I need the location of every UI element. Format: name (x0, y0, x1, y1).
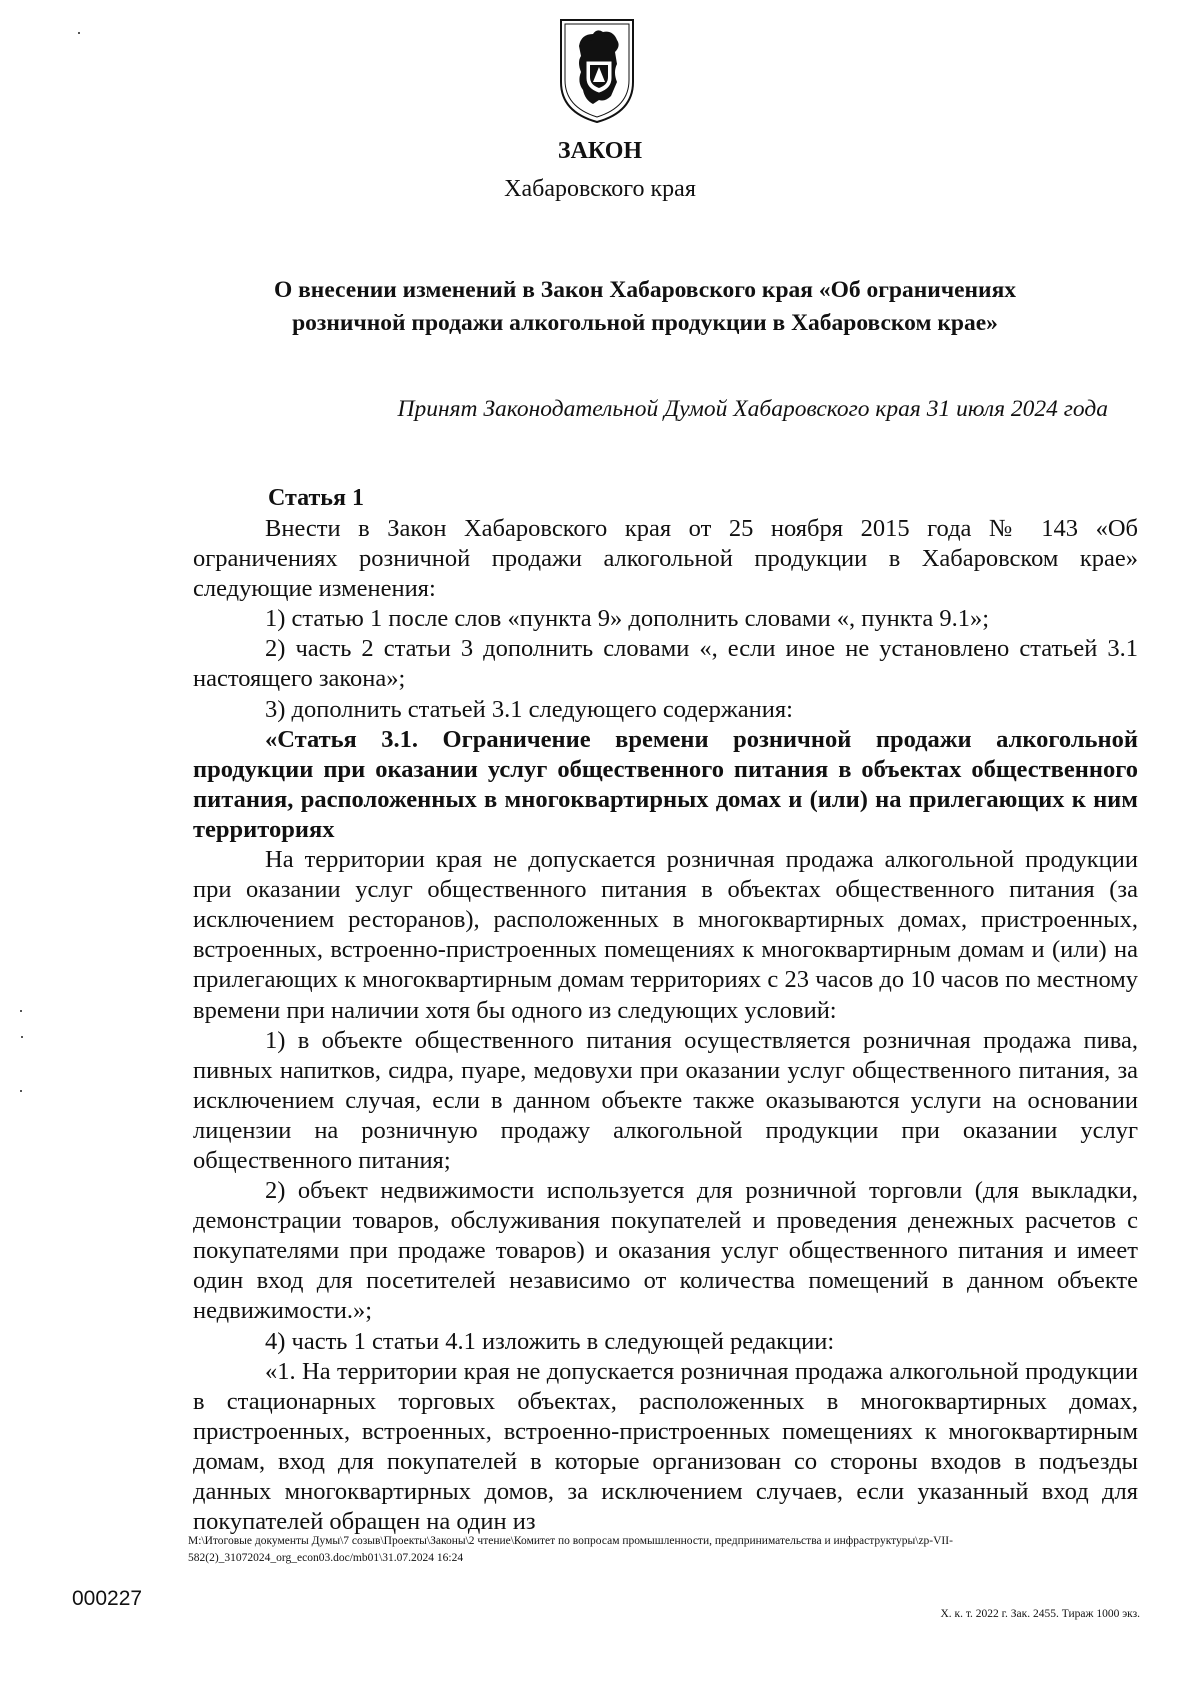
coat-of-arms-icon (557, 16, 637, 124)
article-body (193, 514, 1138, 1537)
new-article-heading: «Статья 3.1. Ограничение времени розничной продажи алкогольной продукции при оказании услуг общественного питания в объектах общественного питания, расположенных в многоквартирных домах и (или) на прилегающих к ним территориях (193, 725, 1138, 843)
scan-speck (78, 32, 80, 34)
paragraph: 1) в объекте общественного питания осуществляется розничная продажа пива, пивных напитков, сидра, пуаре, медовухи при оказании услуг общественного питания, за исключением случая, если в данном объекте также оказываются услуги на основании лицензии на розничную продажу алкогольной продукции при оказании услуг общественного питания; (193, 1026, 1138, 1174)
scan-speck (20, 1090, 22, 1092)
law-region: Хабаровского края (504, 176, 696, 202)
document-number: 000227 (72, 1587, 143, 1610)
print-info: Х. к. т. 2022 г. Зак. 2455. Тираж 1000 экз. (940, 1608, 1140, 1620)
adoption-statement: Принят Законодательной Думой Хабаровского края 31 июля 2024 года (397, 396, 1108, 422)
paragraph: 3) дополнить статьей 3.1 следующего содержания: (265, 695, 793, 723)
paragraph: 2) объект недвижимости используется для розничной торговли (для выкладки, демонстрации товаров, обслуживания покупателей и проведения денежных расчетов с покупателями при продаже товаров) и оказания услуг общественного питания и имеет один вход для посетителей независимо от количества помещений в данном объекте недвижимости.»; (193, 1177, 1138, 1325)
law-name: О внесении изменений в Закон Хабаровского края «Об ограничениях розничной продажи алкогольной продукции в Хабаровском крае» (273, 277, 1017, 336)
paragraph: 1) статью 1 после слов «пункта 9» дополнить словами «, пункта 9.1»; (265, 605, 990, 633)
paragraph: Внести в Закон Хабаровского края от 25 ноября 2015 года № 143 «Об ограничениях розничной продажи алкогольной продукции в Хабаровском крае» следующие изменения: (193, 515, 1138, 603)
scan-speck (20, 1010, 22, 1012)
paragraph: 4) часть 1 статьи 4.1 изложить в следующей редакции: (265, 1327, 835, 1355)
law-title: ЗАКОН (557, 138, 643, 164)
scan-speck (21, 1036, 23, 1038)
paragraph: «1. На территории края не допускается розничная продажа алкогольной продукции в стационарных торговых объектах, расположенных в многоквартирных домах, пристроенных, встроенных, встроенно-пристроенных помещениях к многоквартирным домам, вход для покупателей в которые организован со стороны входов в подъезды данных многоквартирных домов, за исключением случаев, если указанный вход для покупателей обращен на один из (193, 1357, 1138, 1536)
file-path-footer: M:\Итоговые документы Думы\7 созыв\Проекты\Законы\2 чтение\Комитет по вопросам промышленности, предпринимательства и инфраструктуры\zp-VII-582(2)_31072024_org_econ03.doc/mb01\31.07.2024 16:24 (188, 1535, 953, 1564)
paragraph: На территории края не допускается розничная продажа алкогольной продукции при оказании услуг общественного питания в объектах общественного питания (за исключением ресторанов), расположенных в многоквартирных домах, пристроенных, встроенных, встроенно-пристроенных помещениях к многоквартирным домам и (или) на прилегающих к многоквартирным домам территориях с 23 часов до 10 часов по местному времени при наличии хотя бы одного из следующих условий: (193, 846, 1138, 1024)
article-heading: Статья 1 (268, 485, 364, 511)
paragraph: 2) часть 2 статьи 3 дополнить словами «, если иное не установлено статьей 3.1 настоящего закона»; (193, 635, 1138, 693)
